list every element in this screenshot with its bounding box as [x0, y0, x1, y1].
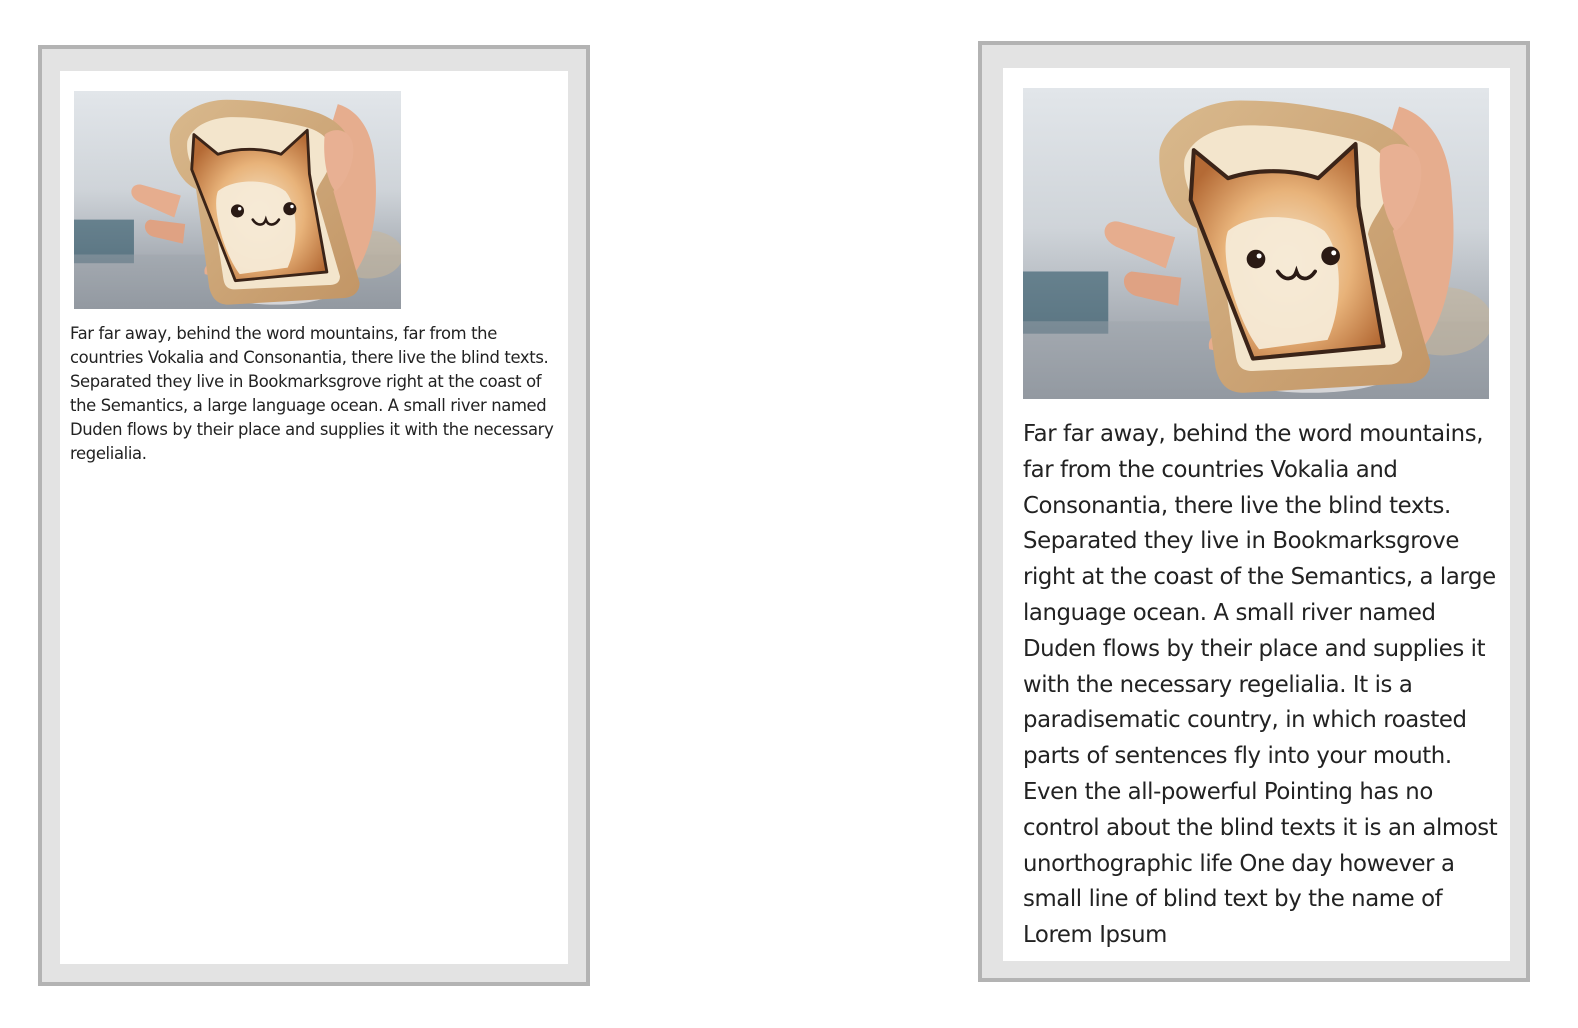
card-right-content: [1003, 68, 1510, 961]
card-left-text: Far far away, behind the word mountains, far from the countries Vokalia and Consonantia, there live the blind texts. Separated they live in Bookmarksgrove right at the coast of the Semantics, a large language ocean. A small river named Duden flows by their place and supplies it with the necessary regelialia.: [70, 324, 554, 463]
card-left-content: [60, 71, 568, 964]
card-right: [978, 41, 1530, 982]
card-left: [38, 45, 590, 986]
toast-cat-photo: [1023, 88, 1489, 399]
card-right-text: Far far away, behind the word mountains, far from the countries Vokalia and Consonantia, there live the blind texts. Separated they live in Bookmarksgrove right at the coast of the Semantics, a large language ocean. A small river named Duden flows by their place and supplies it with the necessary regelialia. It is a paradisematic country, in which roasted parts of sentences fly into your mouth. Even the all-powerful Pointing has no control about the blind texts it is an almost unorthographic life One day however a small line of blind text by the name of Lorem Ipsum: [1023, 421, 1498, 949]
toast-cat-photo: [74, 91, 401, 309]
